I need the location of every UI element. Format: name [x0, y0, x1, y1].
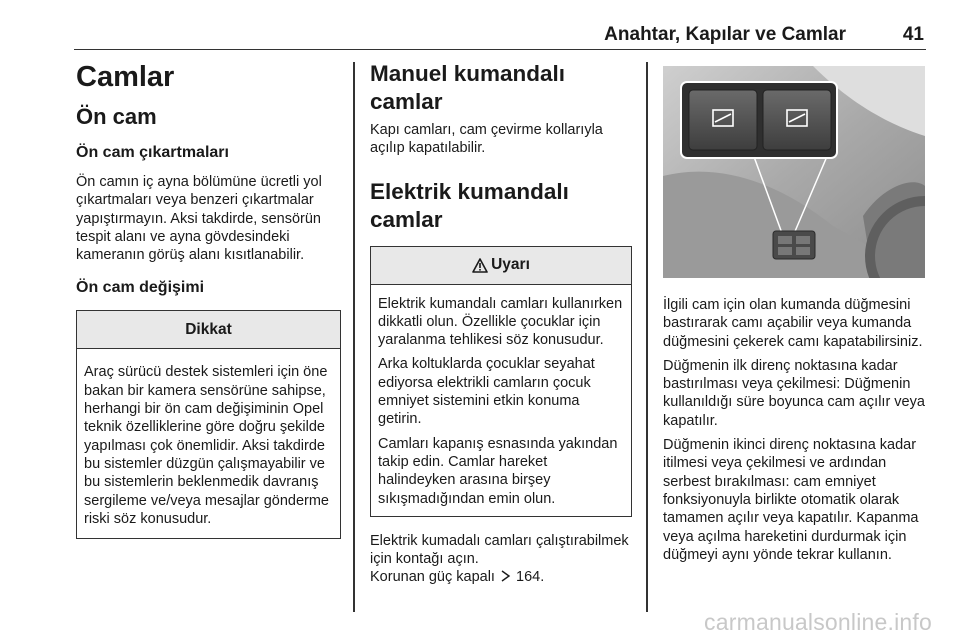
column-2	[370, 60, 632, 587]
warning-body	[371, 285, 631, 516]
warning-triangle-icon	[472, 258, 488, 273]
column-divider-2	[646, 62, 648, 612]
page-number: 41	[902, 24, 924, 45]
warning-text-1: Elektrik kumandalı camları kullanırken dikkatli olun. Özellikle çocuklar için yaralanma tehlikesi söz konusudur.	[378, 295, 623, 349]
page-header	[74, 24, 926, 50]
paragraph-switch-use: İlgili cam için olan kumanda düğmesini bastırarak camı açabilir veya kumanda düğmesini çekerek camı kapatabilirsiniz.	[663, 297, 923, 350]
heading-electric-windows: Elektrik kumandalı camlar	[370, 178, 569, 232]
heading-sticker: Ön cam çıkartmaları	[76, 144, 229, 161]
power-off-text: Korunan güç kapalı	[370, 569, 495, 586]
caution-text: Araç sürücü destek sistemleri için öne bakan bir kamera sensörüne sahipse, herhangi bir ön cam değişiminin Opel teknik özelliklerine göre doğru şekilde yapılması çok önemlidir. Aksi takdirde bu sistemler düzgün çalışmayabilir ve bu sistemlerin beklenmedik davranış sergileme ve/veya mesajlar gönderme riski söz konusudur.	[84, 364, 329, 527]
paragraph-first-detent: Düğmenin ilk direnç noktasına kadar bastırılması veya çekilmesi: Düğmenin kullanıldığı süre boyunca cam açılır veya kapatılır.	[663, 357, 925, 429]
paragraph-sticker: Ön camın iç ayna bölümüne ücretli yol çıkartmaları veya benzeri çıkartmalar yapıştırmayın. Aksi takdirde, sensörün tespit alanı ve ayna gövdesindeki kameranın görüş alanı kısıtlanabilir.	[76, 174, 322, 264]
paragraph-ignition: Elektrik kumadalı camları çalıştırabilmek için kontağı açın.	[370, 532, 629, 568]
warning-text-3: Camları kapanış esnasında yakından takip edin. Camlar hareket halindeyken arasına birşey sıkışmadığından emin olun.	[378, 435, 618, 507]
warning-header	[371, 247, 631, 285]
caution-box	[76, 310, 341, 539]
power-off-page-ref: 164.	[516, 569, 545, 586]
window-switch-illustration	[663, 66, 925, 278]
caution-title: Dikkat	[77, 311, 340, 349]
heading-manual-windows: Manuel kumandalı camlar	[370, 61, 566, 114]
watermark: carmanualsonline.info	[704, 609, 932, 635]
paragraph-manual-windows: Kapı camları, cam çevirme kollarıyla açılıp kapatılabilir.	[370, 122, 603, 157]
running-title: Anahtar, Kapılar ve Camlar	[604, 24, 846, 45]
column-divider-1	[353, 62, 355, 612]
subsection-title-on-cam: Ön cam	[76, 104, 157, 129]
caution-body	[77, 349, 340, 538]
column-3	[663, 60, 926, 564]
door-panel-image	[663, 66, 925, 278]
warning-box	[370, 246, 632, 517]
column-1	[76, 60, 341, 539]
warning-text-2: Arka koltuklarda çocuklar seyahat ediyorsa elektrikli camların çocuk emniyet sistemini etkin konuma getirin.	[378, 356, 595, 428]
paragraph-power-off	[370, 568, 632, 586]
page-reference-icon	[500, 570, 511, 582]
paragraph-second-detent: Düğmenin ikinci direnç noktasına kadar itilmesi veya çekilmesi ve ardından serbest bırakılması: cam emniyet fonksiyonuyla birlikte otomatik olarak tamamen açılır veya kapatılır. Kapanma veya açılma hareketini durdurmak için düğmeyi aynı yönde tekrar kullanın.	[663, 437, 919, 563]
heading-windshield-replace: Ön cam değişimi	[76, 279, 205, 297]
section-title-camlar: Camlar	[76, 61, 175, 93]
warning-title: Uyarı	[491, 256, 530, 274]
